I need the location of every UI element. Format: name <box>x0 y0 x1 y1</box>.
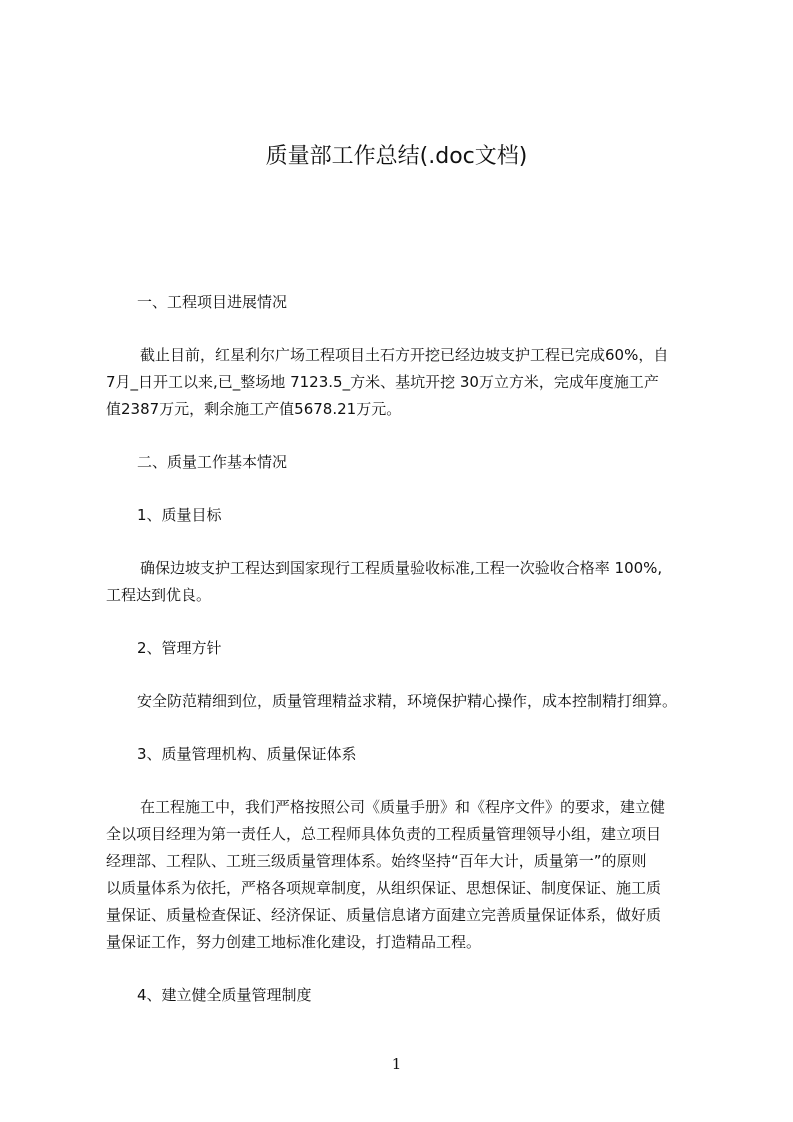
paragraph-line: 经理部、工程队、工班三级质量管理体系。始终坚持“百年大计，质量第一”的原则 <box>106 852 647 870</box>
subsection-heading: 3、质量管理机构、质量保证体系 <box>137 745 357 763</box>
paragraph-line: 在工程施工中，我们严格按照公司《质量手册》和《程序文件》的要求，建立健 <box>140 798 666 816</box>
paragraph-line: 7月_日开工以来,已_整场地 7123.5_方米、基坑开挖 30万立方米，完成年度施工产 <box>106 373 659 391</box>
paragraph-line: 安全防范精细到位，质量管理精益求精，环境保护精心操作，成本控制精打细算。 <box>137 692 678 710</box>
subsection-heading: 2、管理方针 <box>137 639 222 657</box>
paragraph-line: 截止目前，红星利尔广场工程项目土石方开挖已经边坡支护工程已完成60%，自 <box>140 346 669 364</box>
paragraph-line: 全以项目经理为第一责任人，总工程师具体负责的工程质量管理领导小组，建立项目 <box>106 825 662 843</box>
paragraph-line: 量保证、质量检查保证、经济保证、质量信息诸方面建立完善质量保证体系，做好质 <box>106 906 662 924</box>
paragraph-line: 工程达到优良。 <box>106 586 212 604</box>
paragraph-line: 值2387万元，剩余施工产值5678.21万元。 <box>106 400 402 418</box>
section-heading: 二、质量工作基本情况 <box>137 453 288 471</box>
paragraph-line: 确保边坡支护工程达到国家现行工程质量验收标准,工程一次验收合格率 100%, <box>140 559 663 577</box>
paragraph-line: 以质量体系为依托，严格各项规章制度，从组织保证、思想保证、制度保证、施工质 <box>106 879 662 897</box>
paragraph-line: 量保证工作，努力创建工地标准化建设，打造精品工程。 <box>106 933 482 951</box>
subsection-heading: 4、建立健全质量管理制度 <box>137 986 312 1004</box>
document-title: 质量部工作总结(.doc文档) <box>265 144 528 169</box>
page-number: 1 <box>391 1055 402 1073</box>
section-heading: 一、工程项目进展情况 <box>137 293 288 311</box>
subsection-heading: 1、质量目标 <box>137 506 222 524</box>
